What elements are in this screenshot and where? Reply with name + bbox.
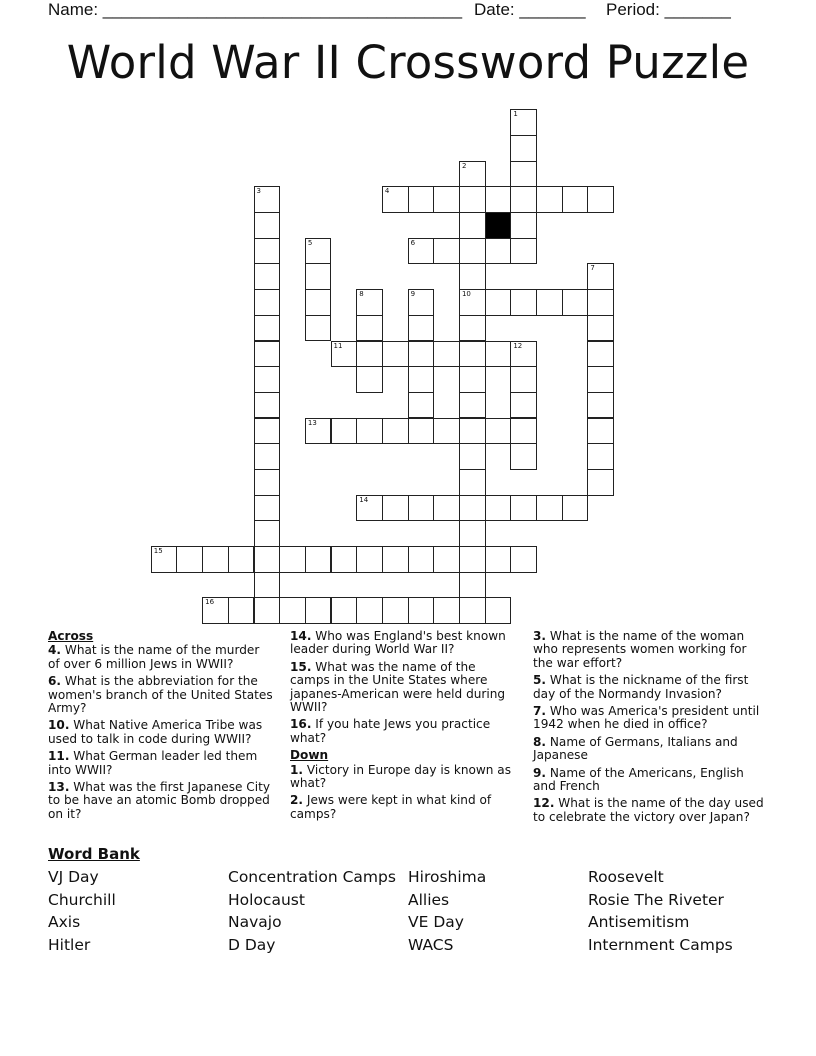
crossword-cell[interactable]	[485, 418, 512, 445]
word-bank-title: Word Bank	[48, 845, 140, 863]
crossword-cell[interactable]	[459, 392, 486, 419]
crossword-cell[interactable]	[459, 186, 486, 213]
crossword-cell[interactable]	[459, 443, 486, 470]
crossword-cell[interactable]	[254, 186, 281, 213]
period-field-label[interactable]: Period: _______	[606, 0, 731, 19]
crossword-cell[interactable]	[408, 366, 435, 393]
clue-number: 4	[384, 187, 390, 196]
crossword-cell[interactable]	[485, 289, 512, 316]
crossword-cell[interactable]	[459, 495, 486, 522]
crossword-cell[interactable]	[433, 418, 460, 445]
crossword-cell[interactable]	[510, 186, 537, 213]
word-bank-item: Navajo	[228, 913, 282, 931]
crossword-cell[interactable]	[459, 341, 486, 368]
crossword-cell[interactable]	[408, 341, 435, 368]
crossword-cell[interactable]	[408, 238, 435, 265]
crossword-cell[interactable]	[587, 469, 614, 496]
crossword-cell[interactable]	[459, 597, 486, 624]
across-heading: Across	[48, 629, 94, 643]
crossword-cell[interactable]	[510, 443, 537, 470]
crossword-cell[interactable]	[459, 572, 486, 599]
crossword-cell[interactable]	[510, 341, 537, 368]
crossword-cell[interactable]	[587, 186, 614, 213]
crossword-cell[interactable]	[356, 315, 383, 342]
crossword-cell[interactable]	[510, 418, 537, 445]
crossword-cell[interactable]	[254, 341, 281, 368]
crossword-cell[interactable]	[408, 186, 435, 213]
clue-number: 14	[359, 495, 369, 504]
crossword-cell[interactable]	[408, 597, 435, 624]
crossword-cell[interactable]	[305, 597, 332, 624]
clue-down-9: 9. Name of the Americans, English and French	[533, 765, 744, 794]
crossword-cell[interactable]	[305, 546, 332, 573]
word-bank-item: Hitler	[48, 936, 91, 954]
name-field-label[interactable]: Name: ______________________________________	[48, 0, 463, 19]
crossword-cell[interactable]	[485, 341, 512, 368]
word-bank-item: VE Day	[408, 913, 464, 931]
clue-number: 13	[307, 418, 317, 427]
crossword-cell[interactable]	[587, 366, 614, 393]
crossword-cell[interactable]	[356, 366, 383, 393]
crossword-cell[interactable]	[305, 289, 332, 316]
clue-number: 9	[410, 290, 416, 299]
crossword-cell[interactable]	[254, 289, 281, 316]
crossword-cell[interactable]	[485, 186, 512, 213]
word-bank-item: Allies	[408, 891, 450, 909]
word-bank-item: WACS	[408, 936, 454, 954]
clue-across-10: 10. What Native America Tribe was used to talk in code during WWII?	[48, 718, 263, 746]
crossword-cell[interactable]	[510, 238, 537, 265]
clue-number: 15	[153, 546, 163, 555]
crossword-cell[interactable]	[408, 546, 435, 573]
clue-number: 7	[590, 264, 595, 273]
crossword-cell[interactable]	[254, 392, 281, 419]
crossword-cell[interactable]	[279, 597, 306, 624]
clue-across-11: 11. What German leader led them into WWII?	[48, 749, 258, 777]
crossword-cell[interactable]	[331, 597, 358, 624]
crossword-cell[interactable]	[331, 418, 358, 445]
word-bank-item: Churchill	[48, 891, 116, 909]
date-field-label[interactable]: Date: _______	[474, 0, 586, 19]
clue-number: 10	[461, 290, 471, 299]
crossword-cell[interactable]	[408, 392, 435, 419]
clue-across-14: 14. Who was England's best known leader during World War II?	[290, 629, 506, 657]
clue-down-1: 1. Victory in Europe day is known as what?	[290, 762, 512, 791]
crossword-cell[interactable]	[305, 238, 332, 265]
word-bank-item: Axis	[48, 913, 81, 931]
crossword-cell[interactable]	[305, 418, 332, 445]
word-bank-item: D Day	[228, 936, 276, 954]
clue-number: 16	[205, 598, 215, 607]
crossword-cell[interactable]	[356, 418, 383, 445]
crossword-cell[interactable]	[510, 495, 537, 522]
crossword-cell[interactable]	[356, 546, 383, 573]
crossword-cell[interactable]	[305, 263, 332, 290]
crossword-cell[interactable]	[536, 186, 563, 213]
word-bank-item: VJ Day	[48, 868, 99, 886]
crossword-cell[interactable]	[356, 289, 383, 316]
crossword-cell[interactable]	[408, 289, 435, 316]
word-bank-item: Antisemitism	[588, 913, 690, 931]
crossword-cell[interactable]	[433, 341, 460, 368]
crossword-cell[interactable]	[587, 315, 614, 342]
crossword-black-cell	[485, 212, 512, 239]
crossword-cell[interactable]	[459, 366, 486, 393]
clue-number: 5	[307, 238, 313, 247]
crossword-cell[interactable]	[587, 418, 614, 445]
clue-down-12: 12. What is the name of the day used to celebrate the victory over Japan?	[533, 796, 764, 824]
clue-down-5: 5. What is the nickname of the first day of the Normandy Invasion?	[533, 673, 749, 701]
clue-number: 8	[359, 290, 364, 299]
crossword-cell[interactable]	[331, 341, 358, 368]
clue-number: 2	[461, 161, 467, 170]
clue-number: 6	[410, 238, 416, 247]
clues-column-1	[48, 630, 274, 825]
clue-across-16: 16. If you hate Jews you practice what?	[290, 717, 491, 745]
crossword-cell[interactable]	[254, 546, 281, 573]
crossword-cell[interactable]	[254, 469, 281, 496]
down-heading: Down	[290, 748, 329, 763]
word-bank-item: Rosie The Riveter	[588, 891, 724, 909]
crossword-cell[interactable]	[587, 289, 614, 316]
crossword-cell[interactable]	[331, 546, 358, 573]
crossword-cell[interactable]	[382, 546, 409, 573]
crossword-cell[interactable]	[254, 315, 281, 342]
crossword-cell[interactable]	[587, 443, 614, 470]
clue-number: 12	[513, 341, 523, 350]
crossword-cell[interactable]	[510, 546, 537, 573]
clue-across-13: 13. What was the first Japanese City to be have an atomic Bomb dropped on it?	[48, 780, 270, 821]
crossword-cell[interactable]	[459, 315, 486, 342]
page-title: World War II Crossword Puzzle	[66, 36, 750, 89]
crossword-cell[interactable]	[459, 418, 486, 445]
crossword-cell[interactable]	[459, 238, 486, 265]
crossword-cell[interactable]	[587, 392, 614, 419]
crossword-cell[interactable]	[254, 520, 281, 547]
crossword-cell[interactable]	[228, 546, 255, 573]
crossword-cell[interactable]	[510, 109, 537, 136]
crossword-cell[interactable]	[408, 495, 435, 522]
crossword-cell[interactable]	[536, 289, 563, 316]
crossword-cell[interactable]	[510, 212, 537, 239]
crossword-cell[interactable]	[305, 315, 332, 342]
clue-down-2: 2. Jews were kept in what kind of camps?	[290, 793, 492, 821]
crossword-cell[interactable]	[459, 212, 486, 239]
crossword-cell[interactable]	[382, 418, 409, 445]
crossword-cell[interactable]	[459, 520, 486, 547]
crossword-cell[interactable]	[254, 263, 281, 290]
crossword-cell[interactable]	[510, 392, 537, 419]
crossword-cell[interactable]	[356, 495, 383, 522]
crossword-cell[interactable]	[510, 135, 537, 162]
crossword-cell[interactable]	[433, 597, 460, 624]
crossword-cell[interactable]	[510, 366, 537, 393]
clue-number: 3	[256, 187, 261, 196]
crossword-cell[interactable]	[356, 597, 383, 624]
crossword-cell[interactable]	[228, 597, 255, 624]
crossword-cell[interactable]	[254, 495, 281, 522]
crossword-cell[interactable]	[254, 418, 281, 445]
crossword-cell[interactable]	[485, 238, 512, 265]
clue-down-3: 3. What is the name of the woman who represents women working for the war effort?	[533, 629, 747, 670]
crossword-cell[interactable]	[459, 263, 486, 290]
clue-across-4: 4. What is the name of the murder of over 6 million Jews in WWII?	[48, 643, 260, 671]
clue-number: 1	[513, 110, 518, 119]
word-bank-item: Holocaust	[228, 891, 305, 909]
crossword-cell[interactable]	[382, 495, 409, 522]
word-bank-item: Concentration Camps	[228, 868, 396, 886]
clue-across-6: 6. What is the abbreviation for the women's branch of the United States Army?	[48, 674, 273, 716]
crossword-cell[interactable]	[562, 495, 589, 522]
crossword-cell[interactable]	[254, 597, 281, 624]
word-bank-item: Roosevelt	[588, 868, 664, 886]
crossword-cell[interactable]	[176, 546, 203, 573]
crossword-cell[interactable]	[254, 366, 281, 393]
crossword-cell[interactable]	[510, 289, 537, 316]
crossword-cell[interactable]	[254, 238, 281, 265]
clue-down-7: 7. Who was America's president until 1942 when he died in office?	[533, 704, 760, 732]
crossword-cell[interactable]	[254, 443, 281, 470]
crossword-cell[interactable]	[459, 289, 486, 316]
crossword-cell[interactable]	[459, 546, 486, 573]
crossword-cell[interactable]	[510, 161, 537, 188]
crossword-cell[interactable]	[485, 495, 512, 522]
crossword-cell[interactable]	[202, 597, 229, 624]
crossword-cell[interactable]	[433, 186, 460, 213]
crossword-cell[interactable]	[356, 341, 383, 368]
crossword-cell[interactable]	[382, 597, 409, 624]
crossword-cell[interactable]	[587, 263, 614, 290]
crossword-cell[interactable]	[536, 495, 563, 522]
crossword-cell[interactable]	[459, 469, 486, 496]
clue-across-15: 15. What was the name of the camps in the Unite States where japanes-American were held during WWII?	[290, 659, 506, 715]
crossword-cell[interactable]	[433, 238, 460, 265]
crossword-cell[interactable]	[408, 418, 435, 445]
crossword-cell[interactable]	[587, 341, 614, 368]
crossword-cell[interactable]	[279, 546, 306, 573]
crossword-cell[interactable]	[433, 546, 460, 573]
crossword-cell[interactable]	[485, 597, 512, 624]
crossword-cell[interactable]	[433, 495, 460, 522]
crossword-cell[interactable]	[382, 186, 409, 213]
clues-column-2	[290, 630, 518, 825]
clue-number: 11	[333, 341, 343, 350]
crossword-cell[interactable]	[151, 546, 178, 573]
clue-down-8: 8. Name of Germans, Italians and Japanese	[533, 734, 738, 763]
crossword-cell[interactable]	[562, 289, 589, 316]
crossword-cell[interactable]	[254, 212, 281, 239]
crossword-cell[interactable]	[382, 341, 409, 368]
clues-column-3	[533, 630, 768, 828]
crossword-cell[interactable]	[202, 546, 229, 573]
word-bank-item: Internment Camps	[588, 936, 733, 954]
crossword-cell[interactable]	[459, 161, 486, 188]
crossword-cell[interactable]	[562, 186, 589, 213]
crossword-cell[interactable]	[485, 546, 512, 573]
crossword-cell[interactable]	[254, 572, 281, 599]
word-bank-item: Hiroshima	[408, 868, 487, 886]
crossword-cell[interactable]	[408, 315, 435, 342]
